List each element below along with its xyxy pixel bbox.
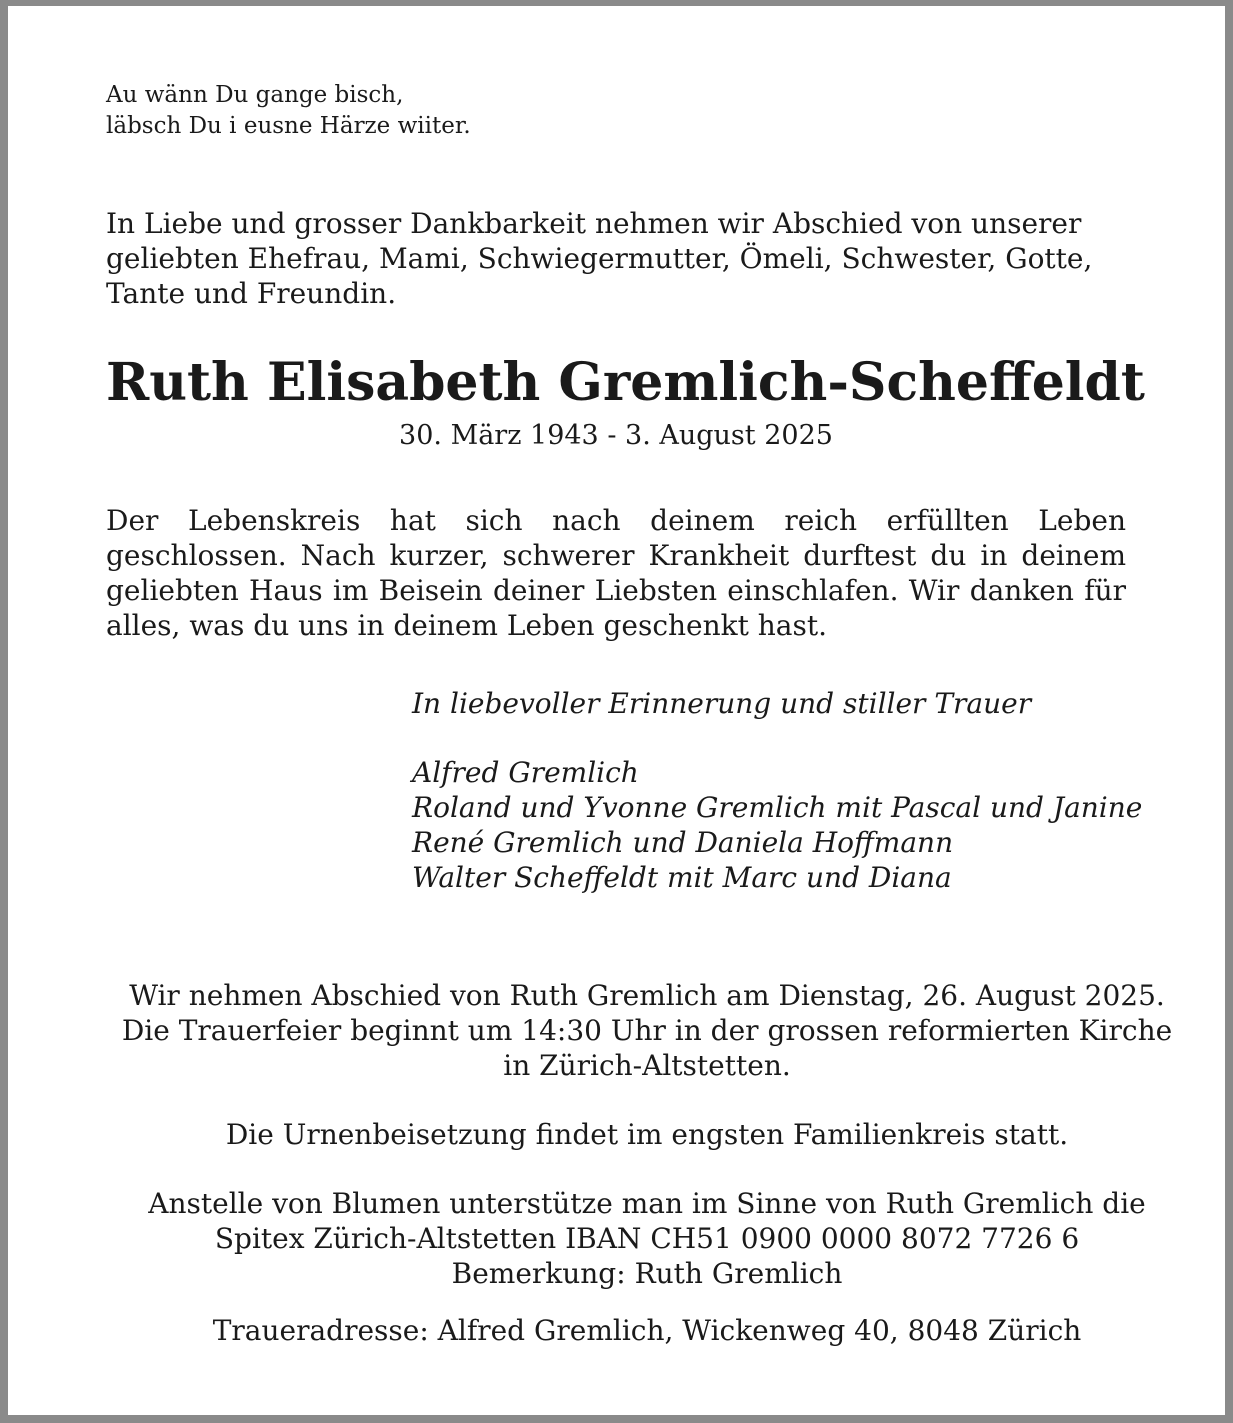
donation-line-3: Bemerkung: Ruth Gremlich	[451, 1257, 843, 1290]
donation-info	[106, 1186, 1188, 1291]
spacer	[412, 721, 1172, 755]
burial-info: Die Urnenbeisetzung findet im engsten Familienkreis statt.	[225, 1118, 1069, 1151]
motto-line-2: läbsch Du i eusne Härze wiiter.	[106, 113, 471, 139]
mourner-name: René Gremlich und Daniela Hoffmann	[412, 826, 954, 859]
ceremony-line-3: in Zürich-Altstetten.	[503, 1049, 791, 1082]
donation-line-1: Anstelle von Blumen unterstütze man im Sinne von Ruth Gremlich die	[148, 1187, 1146, 1220]
mourners-block	[412, 686, 1172, 895]
motto-line-1: Au wänn Du gange bisch,	[106, 82, 404, 108]
ceremony-info	[106, 978, 1188, 1083]
ceremony-line-2: Die Trauerfeier beginnt um 14:30 Uhr in der grossen reformierten Kirche	[121, 1014, 1173, 1047]
mourner-name: Alfred Gremlich	[412, 756, 639, 789]
donation-line-2: Spitex Zürich-Altstetten IBAN CH51 0900 0000 8072 7726 6	[214, 1222, 1080, 1255]
deceased-name: Ruth Elisabeth Gremlich-Scheffeldt	[106, 352, 1145, 413]
mourner-name: Walter Scheffeldt mit Marc und Diana	[412, 861, 952, 894]
life-dates: 30. März 1943 - 3. August 2025	[399, 420, 833, 451]
mourners-heading: In liebevoller Erinnerung und stiller Trauer	[412, 687, 1032, 720]
motto	[106, 80, 471, 142]
intro-paragraph: In Liebe und grosser Dankbarkeit nehmen wir Abschied von unserer geliebten Ehefrau, Mami, Schwiegermutter, Ömeli, Schwester, Gotte, Tante und Freundin.	[106, 207, 1093, 310]
mourner-name: Roland und Yvonne Gremlich mit Pascal und Janine	[412, 791, 1143, 824]
tribute-paragraph: Der Lebenskreis hat sich nach deinem reich erfüllten Leben geschlossen. Nach kurzer, schwerer Krankheit durftest du in deinem geliebten Haus im Beisein deiner Liebsten einschlafen. Wir danken für alles, was du uns in deinem Leben geschenkt hast.	[106, 504, 1126, 642]
mourning-address: Traueradresse: Alfred Gremlich, Wickenweg 40, 8048 Zürich	[212, 1314, 1082, 1347]
ceremony-line-1: Wir nehmen Abschied von Ruth Gremlich am Dienstag, 26. August 2025.	[129, 979, 1165, 1012]
